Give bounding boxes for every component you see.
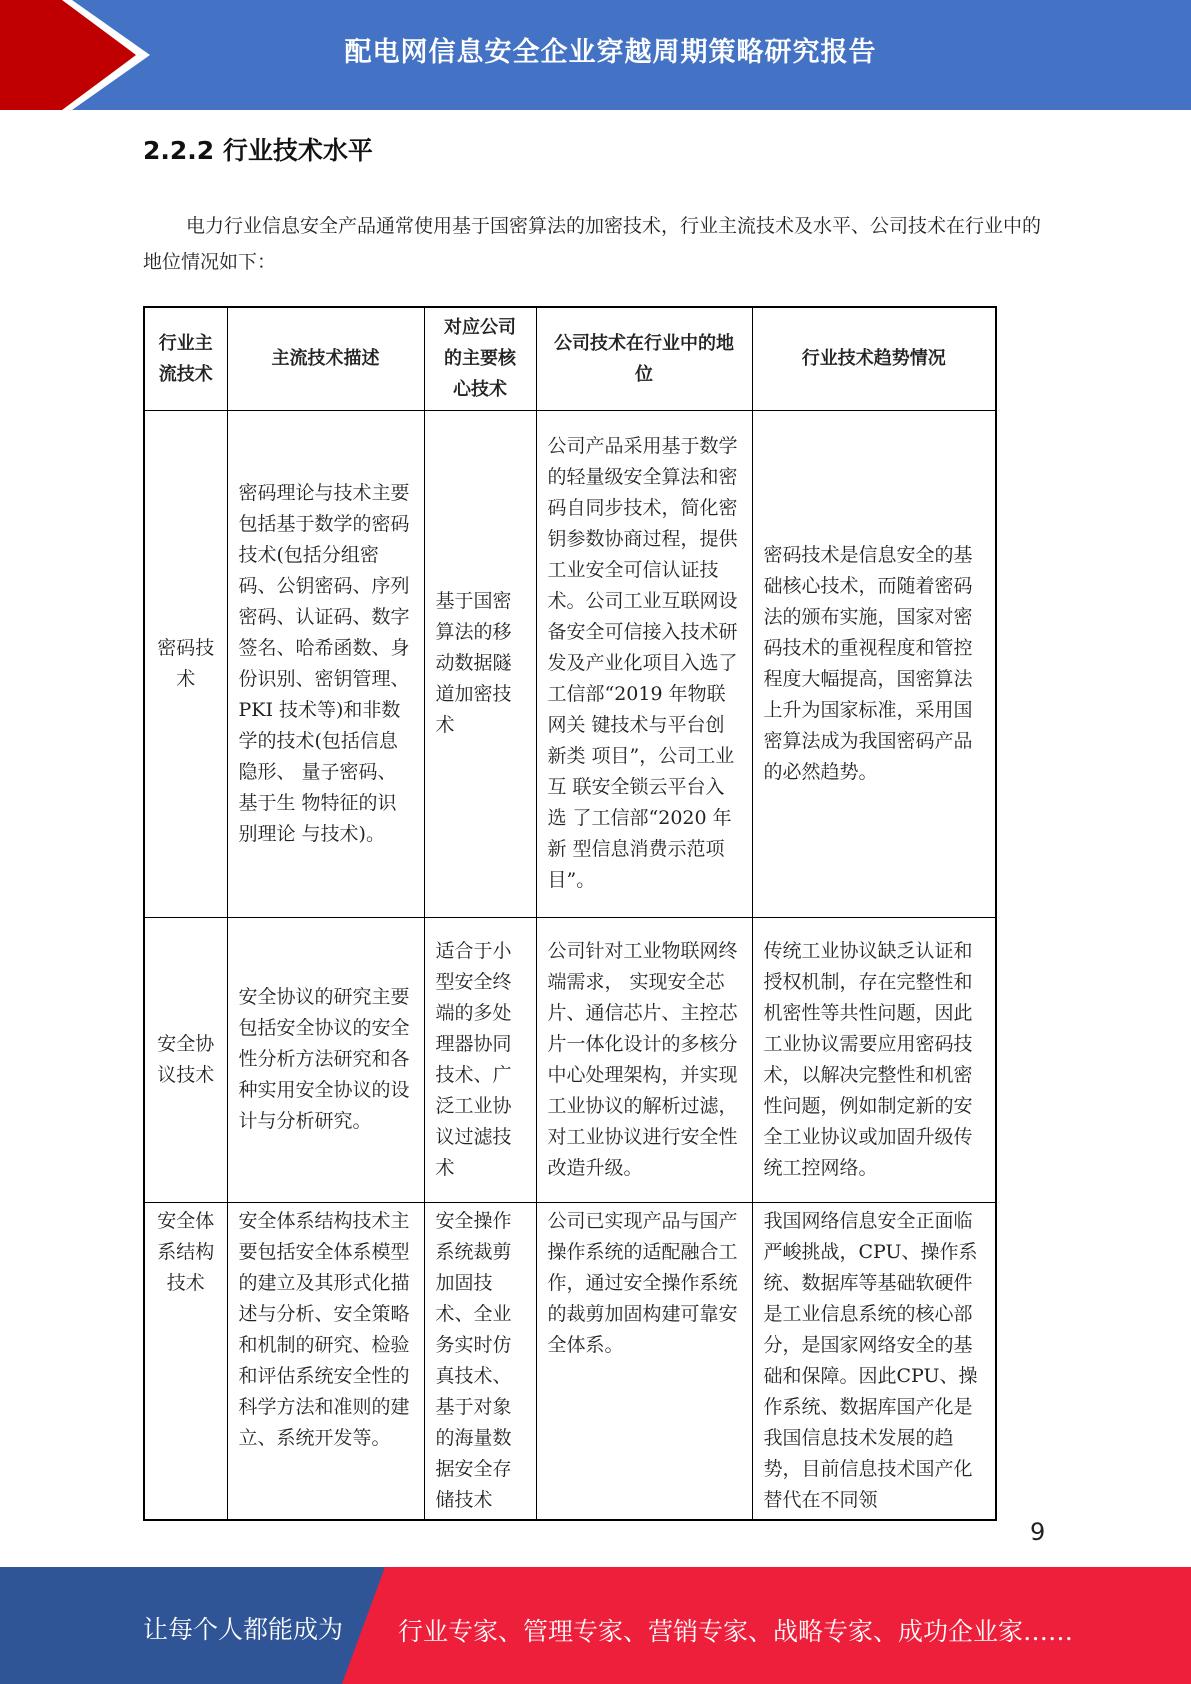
report-title: 配电网信息安全企业穿越周期策略研究报告 (344, 37, 877, 68)
page-footer (0, 1567, 1191, 1684)
cell-desc: 密码理论与技术主要包括基于数学的密码技术(包括分组密码、公钥密码、序列密码、认证码、数字签名、哈希函数、身份识别、密钥管理、PKI 技术等)和非数学的技术(包括信息隐形、 量子密码、基于生 物特征的识别理论 与技术)。 (227, 410, 424, 917)
technology-table (143, 306, 997, 1521)
header-cell-core: 对应公司的主要核心技术 (424, 307, 536, 410)
cell-desc: 安全协议的研究主要包括安全协议的安全性分析方法研究和各种实用安全协议的设计与分析研究。 (227, 917, 424, 1202)
table-row (144, 410, 996, 917)
header-cell-desc: 主流技术描述 (227, 307, 424, 410)
cell-position: 公司产品采用基于数学的轻量级安全算法和密码自同步技术，简化密钥参数协商过程，提供工业安全可信认证技术。公司工业互联网设备安全可信接入技术研发及产业化项目入选了工信部“2019 年物联网关 键技术与平台创新类 项目”，公司工业互 联安全锁云平台入选 了工信部“2020 年新 型信息消费示范项 目”。 (536, 410, 752, 917)
cell-trend: 我国网络信息安全正面临严峻挑战，CPU、操作系统、数据库等基础软硬件是工业信息系统的核心部分，是国家网络安全的基础和保障。因此CPU、操作系统、数据库国产化是我国信息技术发展的趋势，目前信息技术国产化替代在不同领 (752, 1202, 996, 1520)
table-row (144, 1202, 996, 1520)
cell-tech: 安全体系结构技术 (144, 1202, 227, 1520)
table-row (144, 917, 996, 1202)
table-header-row (144, 307, 996, 410)
cell-core: 安全操作系统裁剪加固技术、全业务实时仿真技术、基于对象的海量数据安全存储技术 (424, 1202, 536, 1520)
cell-core: 适合于小型安全终端的多处理器协同技术、广泛工业协议过滤技术 (424, 917, 536, 1202)
header-cell-position: 公司技术在行业中的地位 (536, 307, 752, 410)
cell-tech: 安全协议技术 (144, 917, 227, 1202)
cell-trend: 传统工业协议缺乏认证和授权机制，存在完整性和机密性等共性问题，因此工业协议需要应用密码技术，以解决完整性和机密性问题，例如制定新的安全工业协议或加固升级传统工控网络。 (752, 917, 996, 1202)
cell-desc: 安全体系结构技术主要包括安全体系模型的建立及其形式化描述与分析、安全策略和机制的研究、检验和评估系统安全性的科学方法和准则的建立、系统开发等。 (227, 1202, 424, 1520)
cell-position: 公司针对工业物联网终端需求， 实现安全芯片、通信芯片、主控芯片一体化设计的多核分中心处理架构，并实现工业协议的解析过滤，对工业协议进行安全性改造升级。 (536, 917, 752, 1202)
section-heading: 2.2.2 行业技术水平 (143, 136, 373, 165)
intro-paragraph: 电力行业信息安全产品通常使用基于国密算法的加密技术，行业主流技术及水平、公司技术在行业中的地位情况如下： (143, 215, 1042, 273)
header-cell-tech: 行业主流技术 (144, 307, 227, 410)
page-number: 9 (1030, 1518, 1046, 1546)
footer-slogan-left: 让每个人都能成为 (143, 1615, 344, 1644)
footer-slogan-right: 行业专家、管理专家、营销专家、战略专家、成功企业家…… (398, 1617, 1074, 1646)
header-cell-trend: 行业技术趋势情况 (752, 307, 996, 410)
cell-position: 公司已实现产品与国产操作系统的适配融合工作，通过安全操作系统的裁剪加固构建可靠安全体系。 (536, 1202, 752, 1520)
page-header (0, 0, 1191, 110)
cell-tech: 密码技术 (144, 410, 227, 917)
cell-core: 基于国密算法的移动数据隧道加密技术 (424, 410, 536, 917)
cell-trend: 密码技术是信息安全的基础核心技术，而随着密码法的颁布实施，国家对密码技术的重视程度和管控程度大幅提高，国密算法上升为国家标准，采用国密算法成为我国密码产品的必然趋势。 (752, 410, 996, 917)
